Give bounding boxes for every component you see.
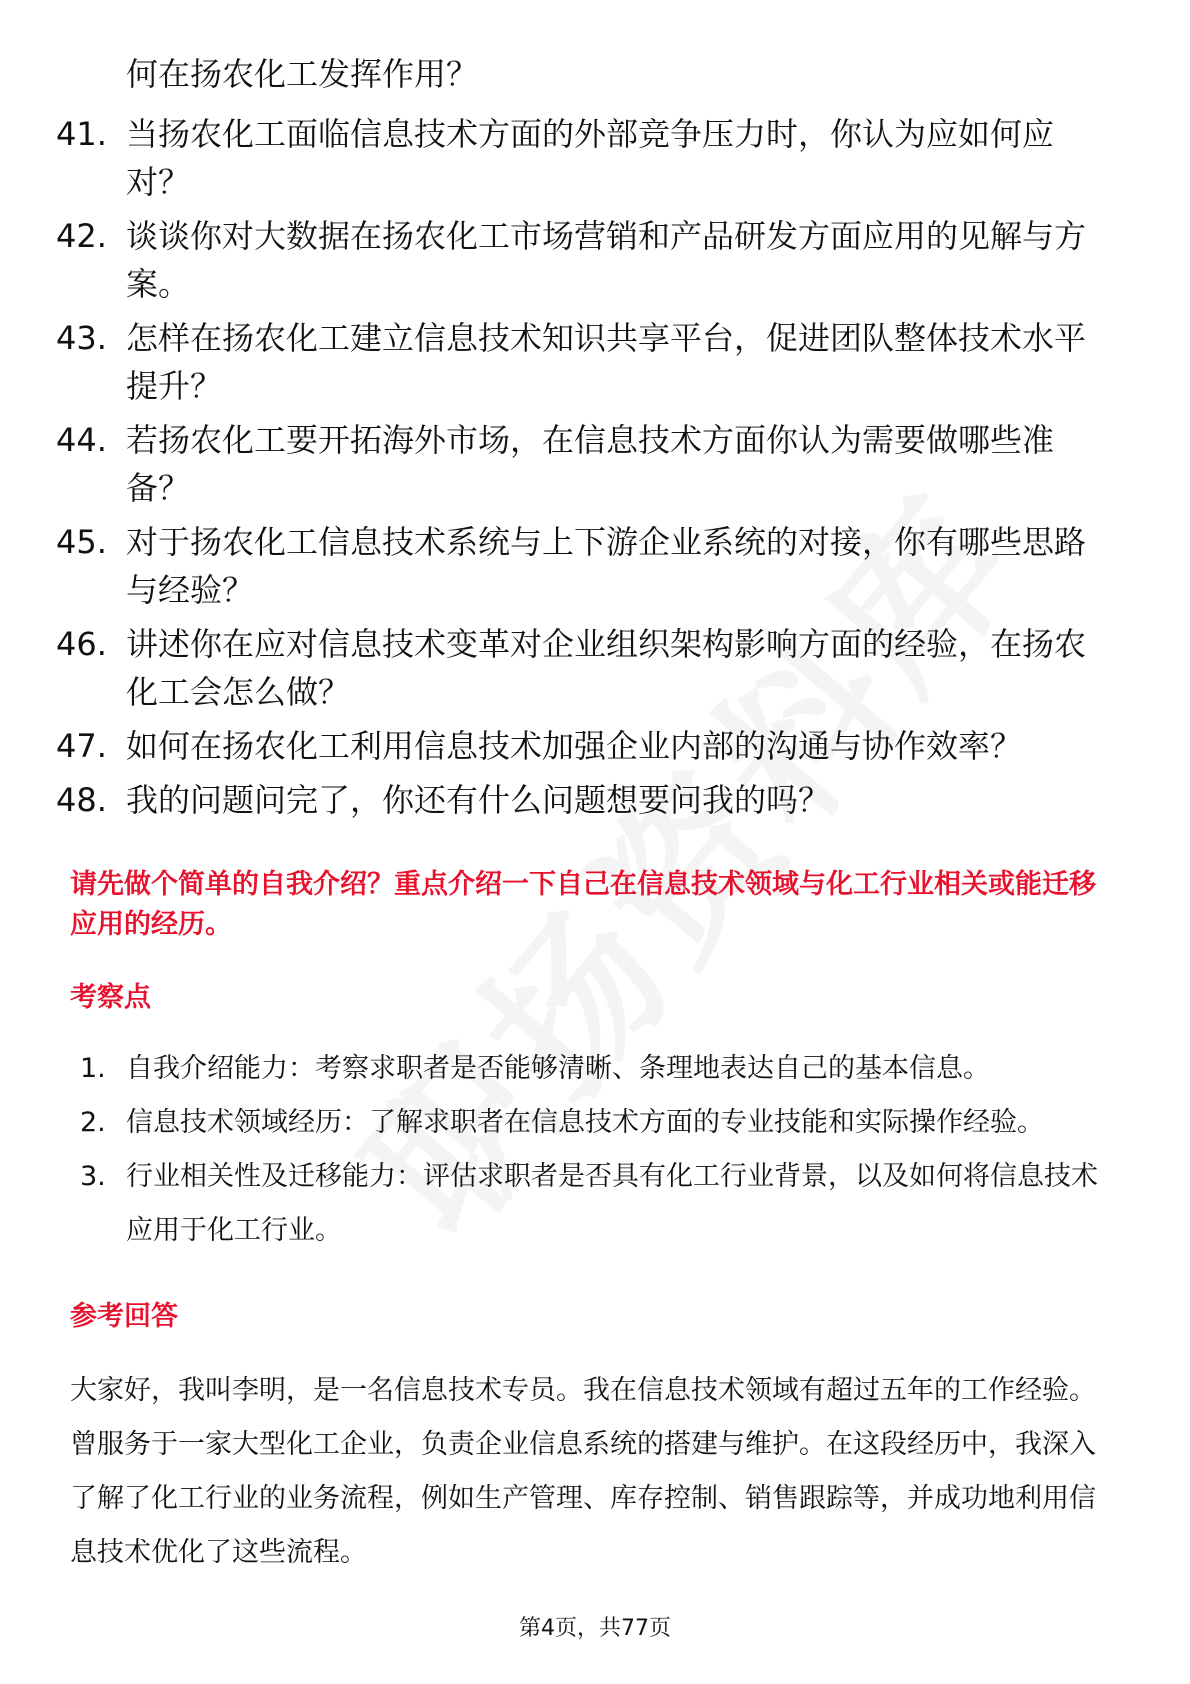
question-number: 48. [56,781,107,819]
point-text: 信息技术领域经历：了解求职者在信息技术方面的专业技能和实际操作经验。 [126,1107,1044,1138]
point-item [80,1150,1120,1258]
section-question: 请先做个简单的自我介绍？重点介绍一下自己在信息技术领域与化工行业相关或能迁移应用的经历。 [70,869,1096,940]
question-text: 若扬农化工要开拓海外市场，在信息技术方面你认为需要做哪些准备？ [126,421,1055,507]
question-item [56,212,1116,308]
question-item [56,110,1116,206]
question-text: 对于扬农化工信息技术系统与上下游企业系统的对接，你有哪些思路与经验？ [126,523,1087,609]
question-item [56,620,1116,716]
question-text: 如何在扬农化工利用信息技术加强企业内部的沟通与协作效率？ [126,727,1023,765]
answer-heading: 参考回答 [70,1301,178,1332]
question-number: 45. [56,523,107,561]
point-item [80,1042,1120,1096]
question-number: 41. [56,115,107,153]
question-text: 我的问题问完了，你还有什么问题想要问我的吗？ [126,781,831,819]
answer-paragraph: 大家好，我叫李明，是一名信息技术专员。我在信息技术领域有超过五年的工作经验。曾服务于一家大型化工企业，负责企业信息系统的搭建与维护。在这段经历中，我深入了解了化工行业的业务流程，例如生产管理、库存控制、销售跟踪等，并成功地利用信息技术优化了这些流程。 [70,1375,1096,1568]
question-text: 怎样在扬农化工建立信息技术知识共享平台，促进团队整体技术水平提升？ [126,319,1087,405]
points-list [80,1042,1120,1258]
question-text: 当扬农化工面临信息技术方面的外部竞争压力时，你认为应如何应对？ [126,115,1055,201]
question-item [56,776,1116,824]
points-heading: 考察点 [70,982,151,1013]
point-number: 1. [80,1053,106,1084]
question-number: 43. [56,319,107,357]
page-footer: 第4页，共77页 [519,1616,671,1641]
point-text: 行业相关性及迁移能力：评估求职者是否具有化工行业背景，以及如何将信息技术应用于化工行业。 [126,1161,1098,1246]
question-number: 44. [56,421,107,459]
question-text: 谈谈你对大数据在扬农化工市场营销和产品研发方面应用的见解与方案。 [126,217,1087,303]
point-text: 自我介绍能力：考察求职者是否能够清晰、条理地表达自己的基本信息。 [126,1053,990,1084]
question-item [56,518,1116,614]
question-text: 讲述你在应对信息技术变革对企业组织架构影响方面的经验，在扬农化工会怎么做？ [126,625,1087,711]
point-number: 2. [80,1107,106,1138]
question-number: 46. [56,625,107,663]
point-item [80,1096,1120,1150]
question-list [56,110,1116,830]
question-item [56,722,1116,770]
question-continuation: 何在扬农化工发挥作用？ [126,55,479,93]
point-number: 3. [80,1161,106,1192]
question-item [56,314,1116,410]
question-number: 47. [56,727,107,765]
question-number: 42. [56,217,107,255]
question-item [56,416,1116,512]
